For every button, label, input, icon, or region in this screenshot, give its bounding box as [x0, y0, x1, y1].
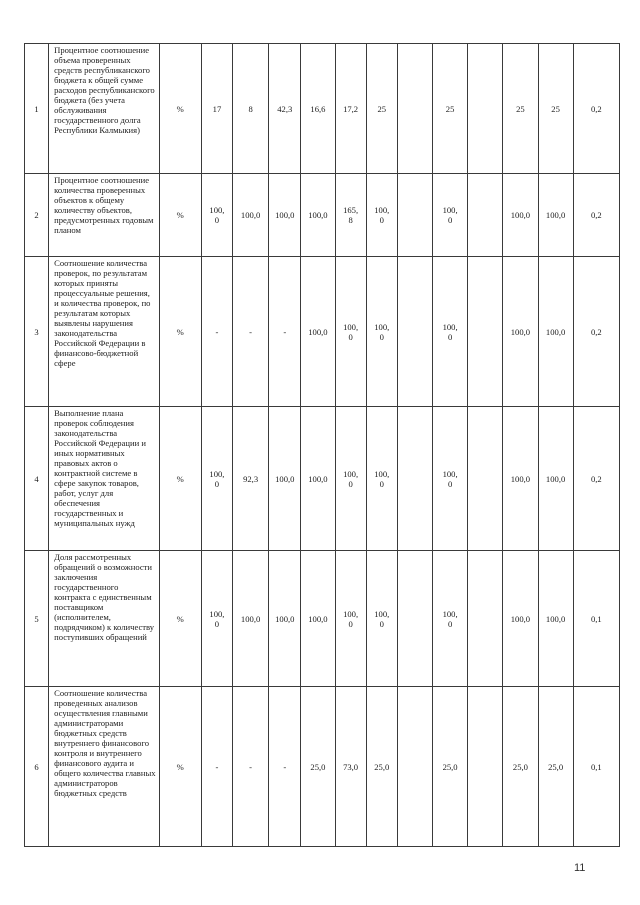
value-cell [397, 174, 432, 257]
value-cell: 100,0 [538, 257, 573, 407]
indicator-name-cell: Выполнение плана проверок соблюдения законодательства Российской Федерации и иных нормативных правовых актов о контрактной системе в сфере закупок товаров, работ, услуг для обеспечения государственных и муниципальных нужд [49, 407, 160, 551]
value-cell: - [201, 687, 232, 847]
value-cell: 25,0 [301, 687, 335, 847]
value-cell: 25,0 [366, 687, 397, 847]
value-cell: 100,0 [503, 174, 538, 257]
value-cell: 25 [433, 44, 468, 174]
value-cell: 100, 0 [201, 174, 232, 257]
unit-cell: % [159, 174, 201, 257]
value-cell: 73,0 [335, 687, 366, 847]
value-cell: 100, 0 [433, 551, 468, 687]
value-cell [468, 407, 503, 551]
value-cell: 100,0 [233, 551, 269, 687]
value-cell: - [269, 687, 301, 847]
unit-cell: % [159, 687, 201, 847]
value-cell: 0,1 [573, 551, 619, 687]
value-cell: 92,3 [233, 407, 269, 551]
value-cell: 0,1 [573, 687, 619, 847]
value-cell [468, 257, 503, 407]
indicator-name-cell: Процентное соотношение количества проверенных объектов к общему количеству объектов, предусмотренных годовым планом [49, 174, 160, 257]
unit-cell: % [159, 407, 201, 551]
unit-cell: % [159, 257, 201, 407]
value-cell: 100, 0 [366, 407, 397, 551]
value-cell: 42,3 [269, 44, 301, 174]
value-cell: 100, 0 [433, 407, 468, 551]
value-cell: 100, 0 [366, 174, 397, 257]
table-row [25, 44, 620, 174]
unit-cell: % [159, 551, 201, 687]
value-cell: 100,0 [503, 407, 538, 551]
value-cell: 25 [366, 44, 397, 174]
page-number: 11 [574, 862, 586, 874]
row-number-cell: 1 [25, 44, 49, 174]
value-cell [468, 44, 503, 174]
unit-cell: % [159, 44, 201, 174]
row-number-cell: 3 [25, 257, 49, 407]
value-cell: 17,2 [335, 44, 366, 174]
value-cell [468, 174, 503, 257]
value-cell [397, 687, 432, 847]
value-cell: 100,0 [301, 257, 335, 407]
value-cell [397, 407, 432, 551]
value-cell: 100,0 [538, 551, 573, 687]
value-cell: 165, 8 [335, 174, 366, 257]
value-cell [397, 257, 432, 407]
value-cell: - [233, 687, 269, 847]
value-cell: 25 [503, 44, 538, 174]
value-cell: 25,0 [503, 687, 538, 847]
value-cell: - [233, 257, 269, 407]
value-cell: 100, 0 [201, 551, 232, 687]
value-cell: 100,0 [538, 174, 573, 257]
value-cell: 100,0 [538, 407, 573, 551]
row-number-cell: 6 [25, 687, 49, 847]
value-cell: 25,0 [433, 687, 468, 847]
value-cell: 8 [233, 44, 269, 174]
table-row [25, 174, 620, 257]
indicators-table [24, 43, 620, 847]
value-cell: 100,0 [503, 551, 538, 687]
value-cell [468, 551, 503, 687]
value-cell: 100,0 [269, 174, 301, 257]
value-cell: - [269, 257, 301, 407]
value-cell: 25 [538, 44, 573, 174]
row-number-cell: 4 [25, 407, 49, 551]
value-cell: - [201, 257, 232, 407]
value-cell: 100, 0 [335, 407, 366, 551]
indicator-name-cell: Соотношение количества проведенных анализов осуществления главными администраторами бюджетных средств внутреннего финансового контроля и внутреннего финансового аудита и общего количества главных администраторов бюджетных средств [49, 687, 160, 847]
value-cell: 100,0 [301, 174, 335, 257]
value-cell: 100,0 [269, 407, 301, 551]
value-cell: 100,0 [269, 551, 301, 687]
value-cell: 0,2 [573, 44, 619, 174]
value-cell: 100,0 [503, 257, 538, 407]
table-row [25, 257, 620, 407]
value-cell: 100, 0 [366, 257, 397, 407]
row-number-cell: 5 [25, 551, 49, 687]
value-cell: 100,0 [301, 551, 335, 687]
value-cell: 100, 0 [201, 407, 232, 551]
value-cell: 0,2 [573, 174, 619, 257]
value-cell: 100, 0 [433, 257, 468, 407]
value-cell: 0,2 [573, 407, 619, 551]
value-cell: 100, 0 [433, 174, 468, 257]
indicator-name-cell: Процентное соотношение объема проверенных средств республиканского бюджета к общей сумме расходов республиканского бюджета (без учета обслуживания государственного долга Республики Калмыкия) [49, 44, 160, 174]
table-row [25, 407, 620, 551]
value-cell: 0,2 [573, 257, 619, 407]
value-cell: 100,0 [301, 407, 335, 551]
value-cell: 17 [201, 44, 232, 174]
value-cell [397, 551, 432, 687]
row-number-cell: 2 [25, 174, 49, 257]
value-cell [397, 44, 432, 174]
value-cell: 100,0 [233, 174, 269, 257]
value-cell [468, 687, 503, 847]
table-row [25, 551, 620, 687]
value-cell: 100, 0 [335, 551, 366, 687]
indicator-name-cell: Доля рассмотренных обращений о возможности заключения государственного контракта с единственным поставщиком (исполнителем, подрядчиком) к количеству поступивших обращений [49, 551, 160, 687]
table-row [25, 687, 620, 847]
value-cell: 25,0 [538, 687, 573, 847]
value-cell: 100, 0 [366, 551, 397, 687]
value-cell: 100, 0 [335, 257, 366, 407]
indicator-name-cell: Соотношение количества проверок, по результатам которых приняты процессуальные решения, и количества проверок, по результатам которых выявлены нарушения законодательства Российской Федерации в финансово-бюджетной сфере [49, 257, 160, 407]
value-cell: 16,6 [301, 44, 335, 174]
